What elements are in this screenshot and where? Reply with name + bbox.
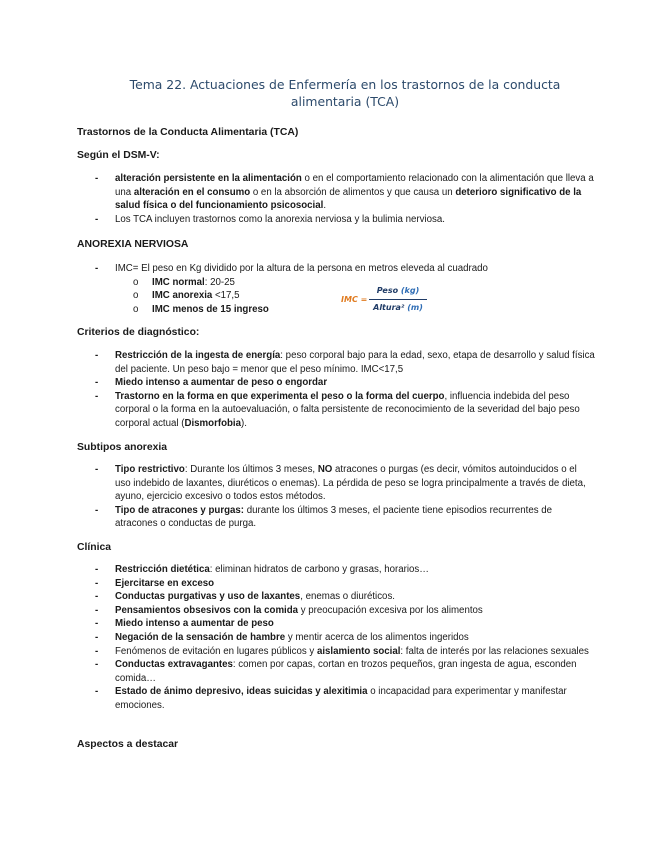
list-item [95, 213, 595, 227]
emphasis: alteración persistente en la alimentación [115, 173, 302, 184]
text: : Durante los últimos 3 meses, [184, 464, 318, 475]
formula-denominator [369, 303, 427, 312]
text: . [323, 200, 327, 212]
text: : falta de interés por las relaciones sexuales [400, 645, 589, 657]
list-item [95, 262, 595, 276]
formula-unit: (kg) [400, 286, 420, 295]
bullet-dash: - [95, 604, 99, 616]
text: , enemas o diuréticos. [300, 591, 395, 603]
bullet-dash: - [95, 564, 99, 575]
emphasis: Estado de ánimo depresivo, ideas suicidas y alexitimia [115, 686, 368, 698]
formula-numerator [369, 286, 427, 295]
formula-text: Peso [376, 286, 401, 295]
emphasis: IMC menos de 15 ingreso [152, 303, 269, 315]
emphasis: Miedo intenso a aumentar de peso o engordar [115, 377, 328, 389]
title-line-1: Tema 22. Actuaciones de Enfermería en los trastornos de la conducta [129, 77, 561, 92]
list-item [95, 577, 595, 591]
list-item [95, 590, 595, 604]
text: , influencia indebida del peso corporal o la forma en la autoevaluación, o falta persistente de reconocimiento de la severidad del bajo peso corporal actual ( [115, 390, 580, 429]
heading-dsm: Según el DSM-V: [77, 150, 160, 161]
bullet-dash: - [95, 173, 99, 184]
list-item [95, 390, 595, 431]
emphasis: deterioro significativo de la salud física o del funcionamiento psicosocial [115, 186, 582, 212]
emphasis: aislamiento social [316, 645, 401, 657]
bullet-dash: - [95, 591, 99, 603]
imc-definition: IMC= El peso en Kg dividido por la altura de la persona en metros eleveda al cuadrado [115, 263, 488, 274]
list-item [95, 563, 595, 577]
emphasis: IMC anorexia [152, 290, 213, 302]
criterios-list [95, 349, 595, 431]
list-item [95, 645, 595, 659]
emphasis: IMC normal [152, 276, 205, 288]
emphasis: alteración en el consumo [133, 186, 251, 198]
text: o en la absorción de alimentos y que causa un [250, 186, 456, 198]
bullet-dash: - [95, 686, 99, 698]
heading-clinica: Clínica [77, 542, 112, 553]
bullet-dash: - [95, 464, 99, 475]
list-item [95, 685, 595, 712]
text: atracones o purgas (es decir, vómitos autoinducidos o el uso indebido de laxantes, diuréticos o enemas). La pérdida de peso se logra principalmente a través de dieta, ayuno, ejercicio excesivo o todos estos métodos. [115, 464, 586, 503]
bullet-circle: o [133, 290, 139, 302]
bullet-circle: o [133, 276, 139, 288]
text: Los TCA incluyen trastornos como la anorexia nerviosa y la bulimia nerviosa. [115, 213, 445, 225]
list-item [95, 504, 595, 531]
text: ). [241, 417, 247, 429]
emphasis: Conductas purgativas y uso de laxantes [115, 591, 301, 603]
emphasis: Ejercitarse en exceso [115, 577, 215, 589]
bullet-dash: - [95, 377, 99, 389]
text: durante los últimos 3 meses, el paciente tiene episodios recurrentes de atracones o conductas de purga. [115, 504, 553, 530]
list-item [95, 658, 595, 685]
bullet-dash: - [95, 645, 99, 657]
bullet-dash: - [95, 618, 99, 630]
text: : eliminan hidratos de carbono y grasas, horarios… [209, 564, 429, 575]
dsm-list [95, 172, 595, 226]
bullet-dash: - [95, 390, 99, 402]
emphasis: Tipo restrictivo [115, 464, 185, 475]
formula-unit: (m) [407, 303, 423, 312]
heading-tca: Trastornos de la Conducta Alimentaria (TCA) [77, 127, 299, 138]
text: y mentir acerca de los alimentos ingeridos [285, 631, 469, 643]
emphasis: Negación de la sensación de hambre [115, 631, 286, 643]
emphasis: Restricción dietética [115, 564, 210, 575]
bullet-dash: - [95, 631, 99, 643]
title-line-2: alimentaria (TCA) [290, 94, 400, 109]
list-item [95, 463, 595, 504]
text: : 20-25 [204, 276, 235, 288]
bullet-dash: - [95, 577, 99, 589]
emphasis: Pensamientos obsesivos con la comida [115, 604, 299, 616]
text: o en el comportamiento relacionado con la alimentación que lleva a una [115, 173, 594, 198]
heading-subtipos: Subtipos anorexia [77, 442, 168, 453]
emphasis: Tipo de atracones y purgas: [115, 504, 245, 516]
list-item [95, 604, 595, 618]
list-item [95, 349, 595, 376]
text: Fenómenos de evitación en lugares públicos y [115, 645, 317, 657]
imc-formula-image [341, 284, 431, 318]
heading-criterios: Criterios de diagnóstico: [77, 327, 200, 338]
emphasis: Miedo intenso a aumentar de peso [115, 618, 274, 630]
fraction-bar [369, 299, 427, 300]
text: o incapacidad para experimentar y manifestar emociones. [115, 686, 567, 711]
list-item [95, 617, 595, 631]
emphasis: Dismorfobia [184, 417, 241, 429]
text: y preocupación excesiva por los alimentos [298, 604, 483, 616]
heading-anorexia: ANOREXIA NERVIOSA [77, 239, 189, 250]
formula-text: Altura² [373, 303, 408, 312]
emphasis: Restricción de la ingesta de energía [115, 350, 281, 361]
formula-label: IMC = [341, 295, 368, 304]
bullet-circle: o [133, 303, 139, 315]
emphasis: Trastorno en la forma en que experimenta el peso o la forma del cuerpo [115, 390, 445, 402]
bullet-dash: - [95, 350, 99, 361]
text: : peso corporal bajo para la edad, sexo, etapa de desarrollo y salud física del paciente. Un peso bajo = menor que el peso mínimo. IMC<17,5 [115, 350, 595, 375]
bullet-dash: - [95, 263, 99, 274]
bullet-dash: - [95, 659, 99, 671]
bullet-dash: - [95, 213, 99, 225]
text: : comen por capas, cortan en trozos pequeños, gran ingesta de agua, esconden comida… [115, 659, 577, 684]
subtipos-list [95, 463, 595, 531]
list-item [95, 376, 595, 390]
emphasis: Conductas extravagantes [115, 659, 233, 671]
clinica-list [95, 563, 595, 713]
bullet-dash: - [95, 504, 99, 516]
list-item [95, 172, 595, 213]
emphasis: NO [317, 464, 333, 475]
list-item [95, 631, 595, 645]
heading-aspectos: Aspectos a destacar [77, 739, 179, 750]
document-title [100, 76, 590, 110]
text: <17,5 [212, 290, 240, 302]
